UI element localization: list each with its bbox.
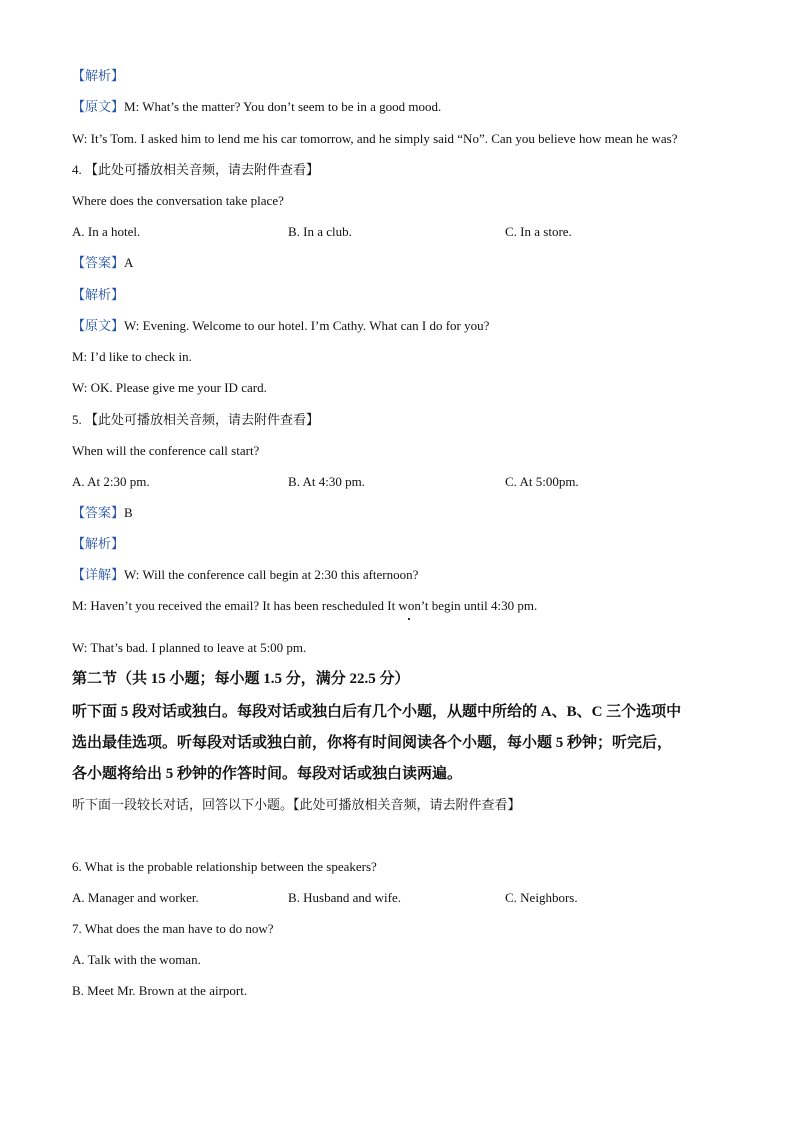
question-6-option-c: C. Neighbors. — [505, 890, 578, 905]
dialogue-line: M: I’d like to check in. — [72, 349, 192, 364]
answer-label: 【答案】 — [72, 505, 125, 520]
answer-line — [72, 504, 754, 522]
instruction-line: 听下面 5 段对话或独白。每段对话或独白后有几个小题，从题中所给的 A、B、C 三个选项中 — [72, 704, 682, 720]
question-7-option-a: A. Talk with the woman. — [72, 952, 201, 967]
question-7-text: 7. What does the man have to do now? — [72, 921, 274, 936]
question-7-option-b: B. Meet Mr. Brown at the airport. — [72, 983, 248, 998]
transcript-label: 【原文】 — [72, 99, 125, 114]
question-4-option-c: C. In a store. — [505, 224, 572, 239]
detail-text: W: Will the conference call begin at 2:30 this afternoon? — [124, 567, 419, 582]
listening-intro: 听下面一段较长对话，回答以下小题。【此处可播放相关音频，请去附件查看】 — [72, 797, 521, 812]
question-4-option-a: A. In a hotel. — [72, 224, 141, 239]
question-5-option-c: C. At 5:00pm. — [505, 474, 579, 489]
analysis-label: 【解析】 — [72, 68, 125, 83]
question-4-option-b: B. In a club. — [288, 224, 352, 239]
question-5-header: 5. 【此处可播放相关音频，请去附件查看】 — [72, 412, 320, 427]
section-title: 第二节（共 15 小题；每小题 1.5 分，满分 22.5 分） — [72, 671, 410, 687]
analysis-label: 【解析】 — [72, 287, 125, 302]
dialogue-line: W: That’s bad. I planned to leave at 5:00 pm. — [72, 640, 307, 655]
question-5-option-a: A. At 2:30 pm. — [72, 474, 150, 489]
transcript-text: M: What’s the matter? You don’t seem to be in a good mood. — [124, 99, 442, 114]
transcript-text: W: Evening. Welcome to our hotel. I’m Cathy. What can I do for you? — [124, 318, 490, 333]
question-6-option-b: B. Husband and wife. — [288, 890, 402, 905]
analysis-label: 【解析】 — [72, 536, 125, 551]
instruction-line: 选出最佳选项。听每段对话或独白前，你将有时间阅读各个小题，每小题 5 秒钟；听完后， — [72, 735, 673, 751]
dialogue-line: W: It’s Tom. I asked him to lend me his car tomorrow, and he simply said “No”. Can you believe how mean he was? — [72, 131, 678, 146]
detail-line — [72, 566, 754, 584]
question-5-text: When will the conference call start? — [72, 443, 260, 458]
instruction-line: 各小题将给出 5 秒钟的作答时间。每段对话或独白读两遍。 — [72, 766, 463, 782]
answer-value: A — [124, 255, 134, 270]
question-6-text: 6. What is the probable relationship between the speakers? — [72, 859, 377, 874]
question-5-option-b: B. At 4:30 pm. — [288, 474, 365, 489]
detail-label: 【详解】 — [72, 567, 125, 582]
transcript-line — [72, 98, 754, 116]
transcript-label: 【原文】 — [72, 318, 125, 333]
question-4-text: Where does the conversation take place? — [72, 193, 284, 208]
answer-line — [72, 254, 754, 272]
dialogue-line: M: Haven’t you received the email? It has been rescheduled It won’t begin until 4:30 pm. — [72, 598, 538, 613]
answer-value: B — [124, 505, 133, 520]
stray-dot — [408, 618, 410, 620]
question-4-header: 4. 【此处可播放相关音频，请去附件查看】 — [72, 162, 320, 177]
answer-label: 【答案】 — [72, 255, 125, 270]
transcript-line — [72, 317, 754, 335]
dialogue-line: W: OK. Please give me your ID card. — [72, 380, 267, 395]
question-6-option-a: A. Manager and worker. — [72, 890, 199, 905]
